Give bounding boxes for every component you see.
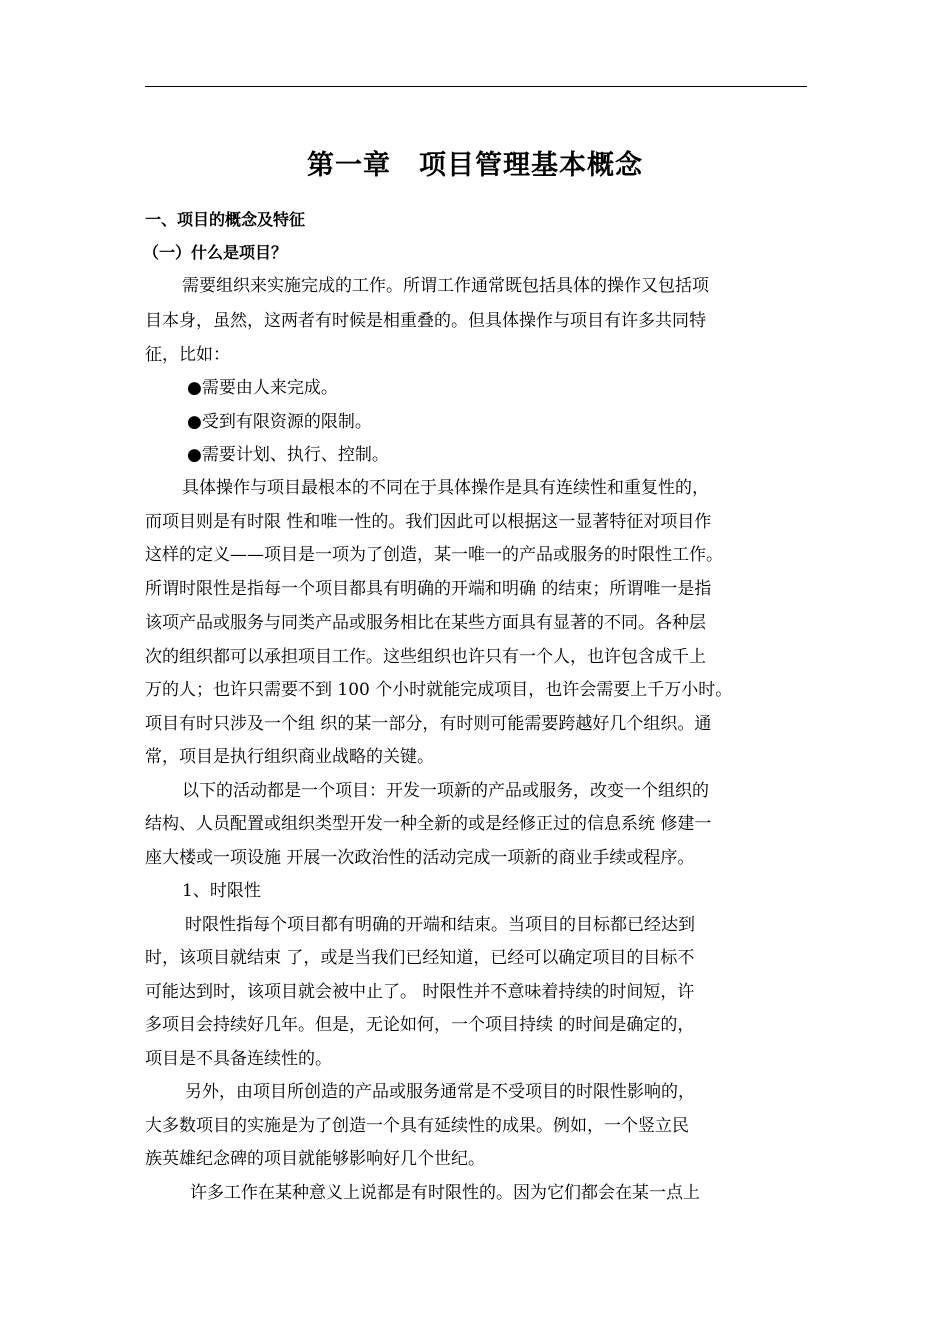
- paragraph-line: 结构、人员配置或组织类型开发一种全新的或是经修正过的信息系统 修建一: [145, 814, 712, 834]
- paragraph-line: 族英雄纪念碑的项目就能够影响好几个世纪。: [145, 1149, 485, 1169]
- paragraph-line: 该项产品或服务与同类产品或服务相比在某些方面具有显著的不同。各种层: [145, 613, 706, 633]
- numbered-subheading: 1、时限性: [182, 881, 261, 901]
- paragraph-line: 可能达到时，该项目就会被中止了。 时限性并不意味着持续的时间短，许: [145, 982, 695, 1002]
- paragraph-line: 时限性指每个项目都有明确的开端和结束。当项目的目标都已经达到: [185, 915, 695, 935]
- subsection-heading: （一）什么是项目？: [143, 243, 288, 262]
- paragraph-line: 征，比如：: [145, 345, 230, 365]
- paragraph-line: 许多工作在某种意义上说都是有时限性的。因为它们都会在某一点上: [190, 1183, 700, 1203]
- paragraph-line: 多项目会持续好几年。但是，无论如何，一个项目持续 的时间是确定的，: [145, 1015, 695, 1035]
- bullet-item: ●受到有限资源的限制。: [187, 412, 372, 432]
- paragraph-line: 万的人；也许只需要不到 100 个小时就能完成项目，也许会需要上千万小时。: [145, 680, 733, 700]
- paragraph-line: 座大楼或一项设施 开展一次政治性的活动完成一项新的商业手续或程序。: [145, 848, 695, 868]
- chapter-name: 项目管理基本概念: [419, 150, 643, 181]
- paragraph-line: 常，项目是执行组织商业战略的关键。: [145, 747, 434, 767]
- chapter-title: [0, 146, 950, 186]
- chapter-number: 第一章: [307, 150, 391, 181]
- paragraph-line: 这样的定义——项目是一项为了创造，某一唯一的产品或服务的时限性工作。: [145, 545, 723, 565]
- bullet-item: ●需要计划、执行、控制。: [187, 445, 389, 465]
- paragraph-line: 项目是不具备连续性的。: [145, 1049, 332, 1069]
- paragraph-line: 大多数项目的实施是为了创造一个具有延续性的成果。例如，一个竖立民: [145, 1116, 689, 1136]
- paragraph-line: 时，该项目就结束 了，或是当我们已经知道，已经可以确定项目的目标不: [145, 948, 695, 968]
- paragraph-line: 目本身，虽然，这两者有时候是相重叠的。但具体操作与项目有许多共同特: [145, 311, 706, 331]
- paragraph-line: 具体操作与项目最根本的不同在于具体操作是具有连续性和重复性的，: [182, 478, 709, 498]
- paragraph-line: 次的组织都可以承担项目工作。这些组织也许只有一个人，也许包含成千上: [145, 647, 706, 667]
- paragraph-line: 需要组织来实施完成的工作。所谓工作通常既包括具体的操作又包括项: [182, 276, 709, 296]
- paragraph-line: 以下的活动都是一个项目：开发一项新的产品或服务，改变一个组织的: [182, 781, 709, 801]
- bullet-item: ●需要由人来完成。: [187, 378, 338, 398]
- paragraph-line: 项目有时只涉及一个组 织的某一部分，有时则可能需要跨越好几个组织。通: [145, 714, 712, 734]
- paragraph-line: 而项目则是有时限 性和唯一性的。我们因此可以根据这一显著特征对项目作: [145, 512, 712, 532]
- section-heading: 一、项目的概念及特征: [145, 210, 306, 229]
- paragraph-line: 所谓时限性是指每一个项目都具有明确的开端和明确 的结束；所谓唯一是指: [145, 579, 712, 599]
- header-rule: [145, 86, 807, 87]
- paragraph-line: 另外，由项目所创造的产品或服务通常是不受项目的时限性影响的，: [185, 1082, 695, 1102]
